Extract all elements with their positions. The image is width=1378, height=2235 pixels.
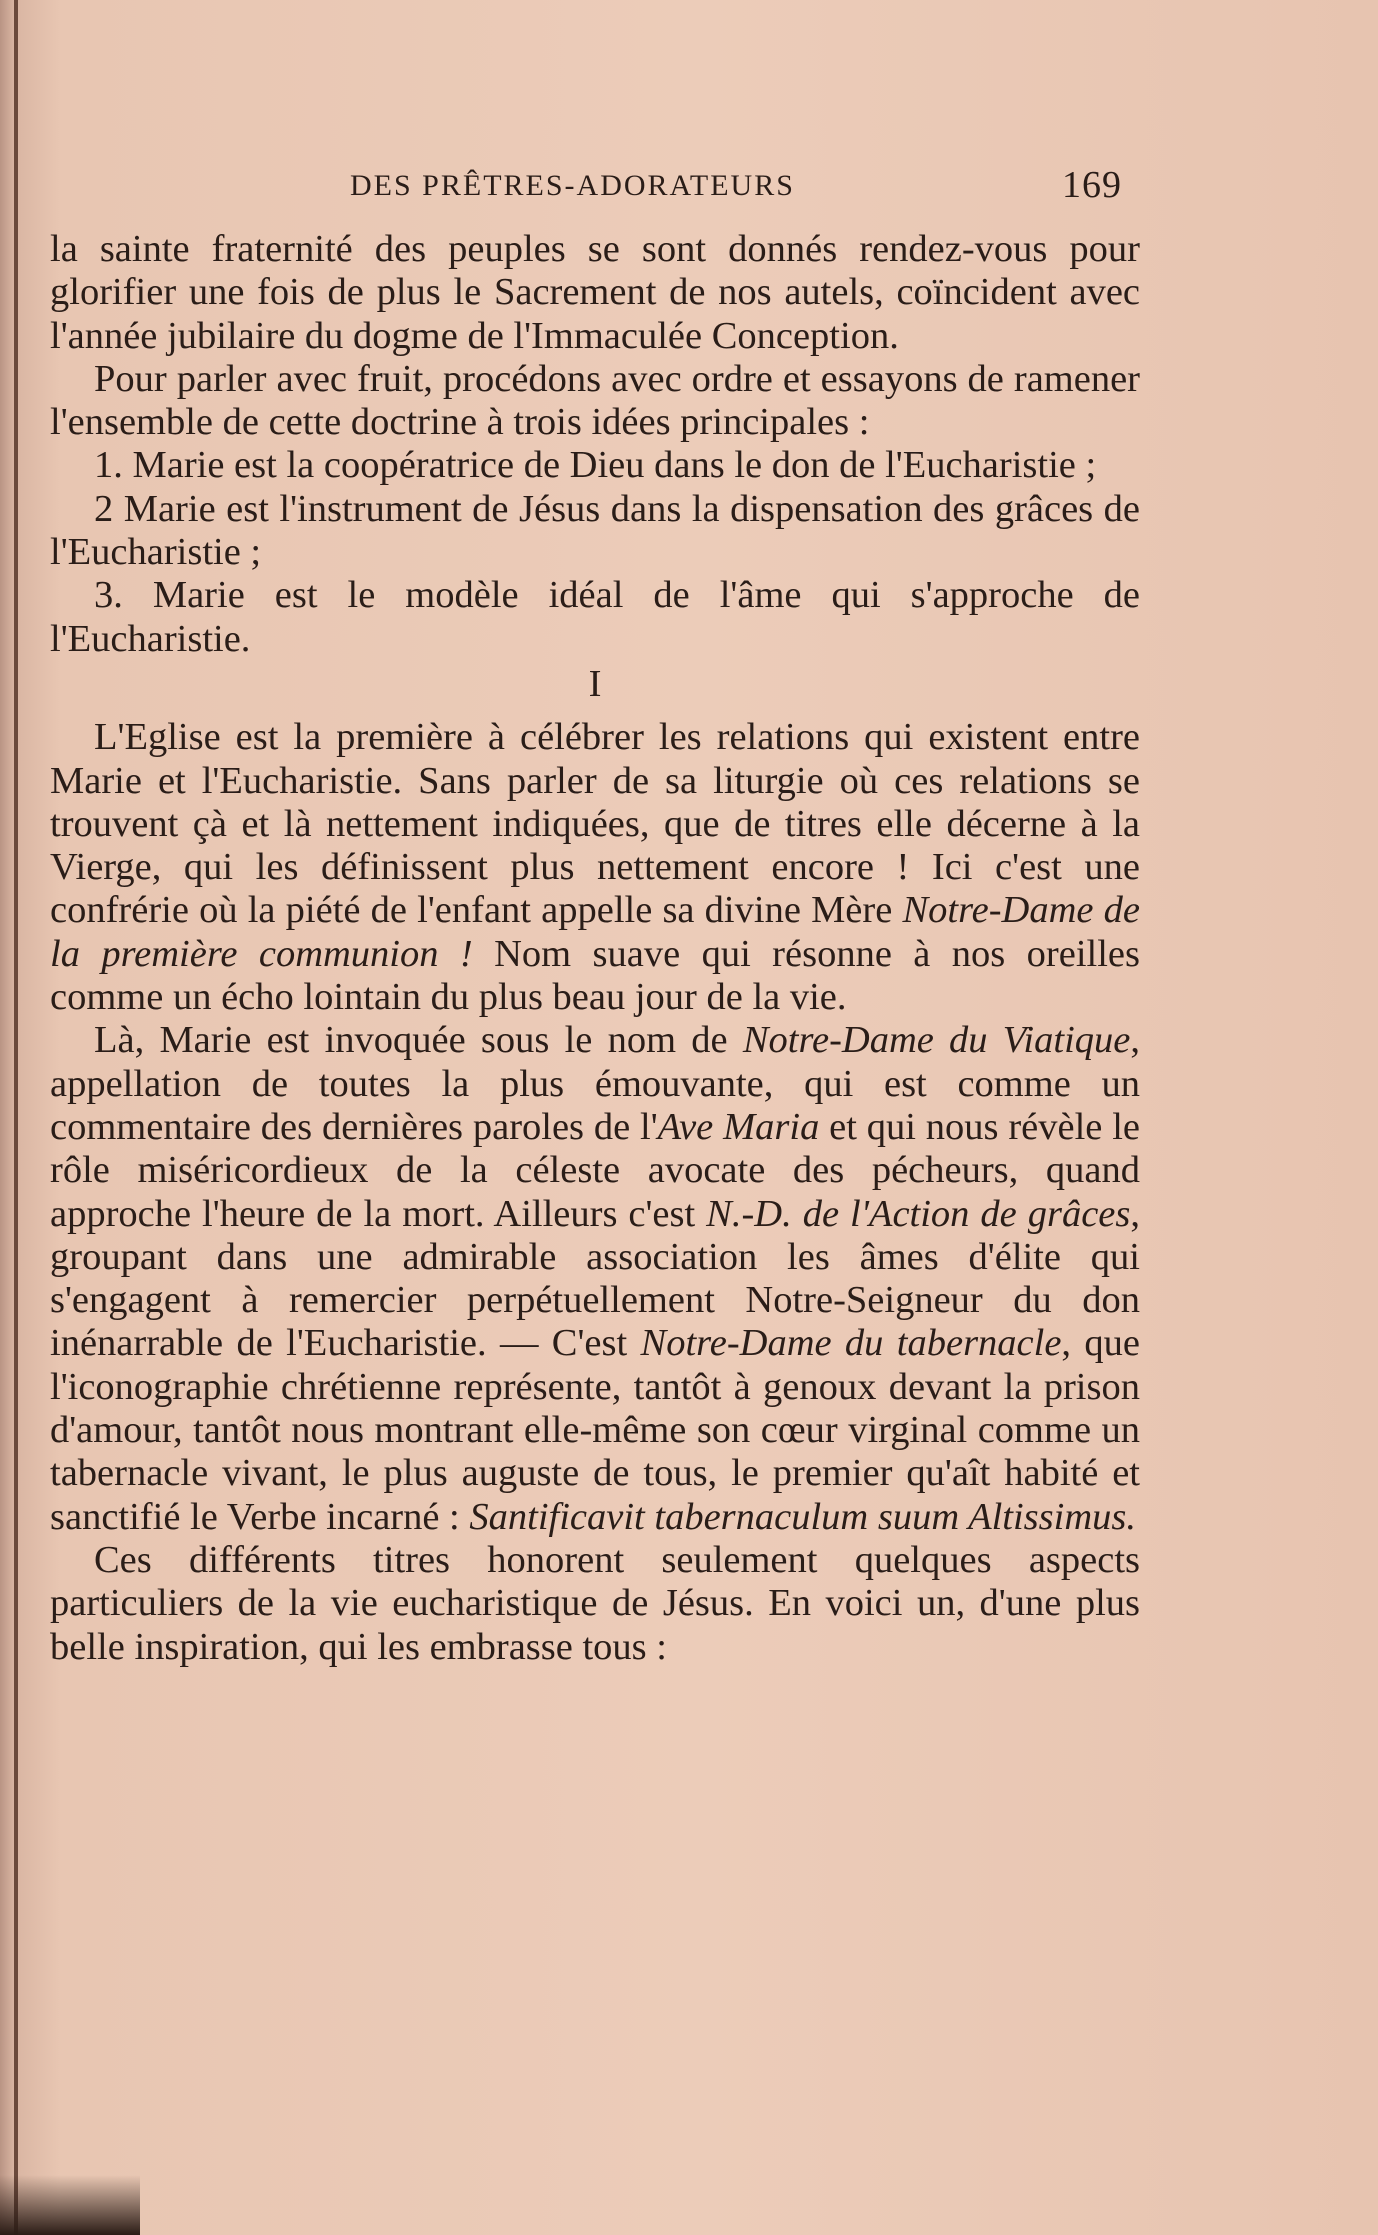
- list-item: 3. Marie est le modèle idéal de l'âme qui s'approche de l'Eucharistie.: [50, 574, 1140, 660]
- italic-title: Notre-Dame du Viatique: [742, 1019, 1131, 1062]
- binding-shadow: [0, 2175, 140, 2235]
- body-text: [50, 228, 1140, 1669]
- text-run: , groupant dans une admirable association les âmes d'élite qui s'engagent à remercier perpétuellement Notre-Seigneur du don inénarrable de l'Eucharistie. — C'est: [50, 1192, 1140, 1365]
- paragraph: [50, 1019, 1140, 1539]
- running-head: DES PRÊTRES-ADORATEURS: [350, 169, 795, 202]
- list-item: 1. Marie est la coopératrice de Dieu dans le don de l'Eucharistie ;: [94, 444, 1097, 487]
- italic-title: N.-D. de l'Action de grâces: [706, 1192, 1131, 1235]
- italic-title: Notre-Dame du tabernacle: [640, 1322, 1062, 1365]
- text-run: Là, Marie est invoquée sous le nom de: [94, 1019, 743, 1062]
- text-run: et qui nous révèle le rôle miséricordieux de la céleste avocate des pécheurs, quand approche l'heure de la mort. Ailleurs c'est: [50, 1105, 1141, 1235]
- page-spine: [14, 0, 18, 2235]
- text-run: , appellation de toutes la plus émouvante, qui est comme un commentaire des dernières paroles de l': [50, 1019, 1140, 1148]
- text-run: L'Eglise est la première à célébrer les relations qui existent entre Marie et l'Eucharistie. Sans parler de sa liturgie où ces relations se trouvent çà et là nettement indiquées, que de titres elle décerne à la Vierge, qui les définissent plus nettement encore ! Ici c'est une confrérie où la piété de l'enfant appelle sa divine Mère: [50, 716, 1140, 932]
- paragraph: [50, 716, 1140, 1019]
- paragraph: la sainte fraternité des peuples se sont donnés rendez-vous pour glorifier une fois de plus le Sacrement de nos autels, coïncident avec l'année jubilaire du dogme de l'Immaculée Conception.: [50, 228, 1140, 357]
- text-run: Nom suave qui résonne à nos oreilles comme un écho lointain du plus beau jour de la vie.: [50, 932, 1140, 1019]
- italic-title: Notre-Dame de la première communion !: [50, 889, 1140, 975]
- list-item: 2 Marie est l'instrument de Jésus dans la dispensation des grâces de l'Eucharistie ;: [50, 487, 1140, 574]
- page-header: [340, 165, 1130, 205]
- paragraph: Ces différents titres honorent seulement quelques aspects particuliers de la vie eucharistique de Jésus. En voici un, d'une plus belle inspiration, qui les embrasse tous :: [50, 1538, 1140, 1668]
- section-heading: I: [588, 662, 602, 705]
- paragraph: Pour parler avec fruit, procédons avec ordre et essayons de ramener l'ensemble de cette doctrine à trois idées principales :: [50, 357, 1140, 444]
- text-run: , que l'iconographie chrétienne représente, tantôt à genoux devant la prison d'amour, tantôt nous montrant elle-même son cœur virginal comme un tabernacle vivant, le plus auguste de tous, le premier qu'aît habité et sanctifié le Verbe incarné :: [50, 1322, 1140, 1538]
- page-number: 169: [1062, 164, 1122, 206]
- latin-quote: Santificavit tabernaculum suum Altissimus.: [469, 1495, 1136, 1538]
- italic-title: Ave Maria: [657, 1105, 820, 1148]
